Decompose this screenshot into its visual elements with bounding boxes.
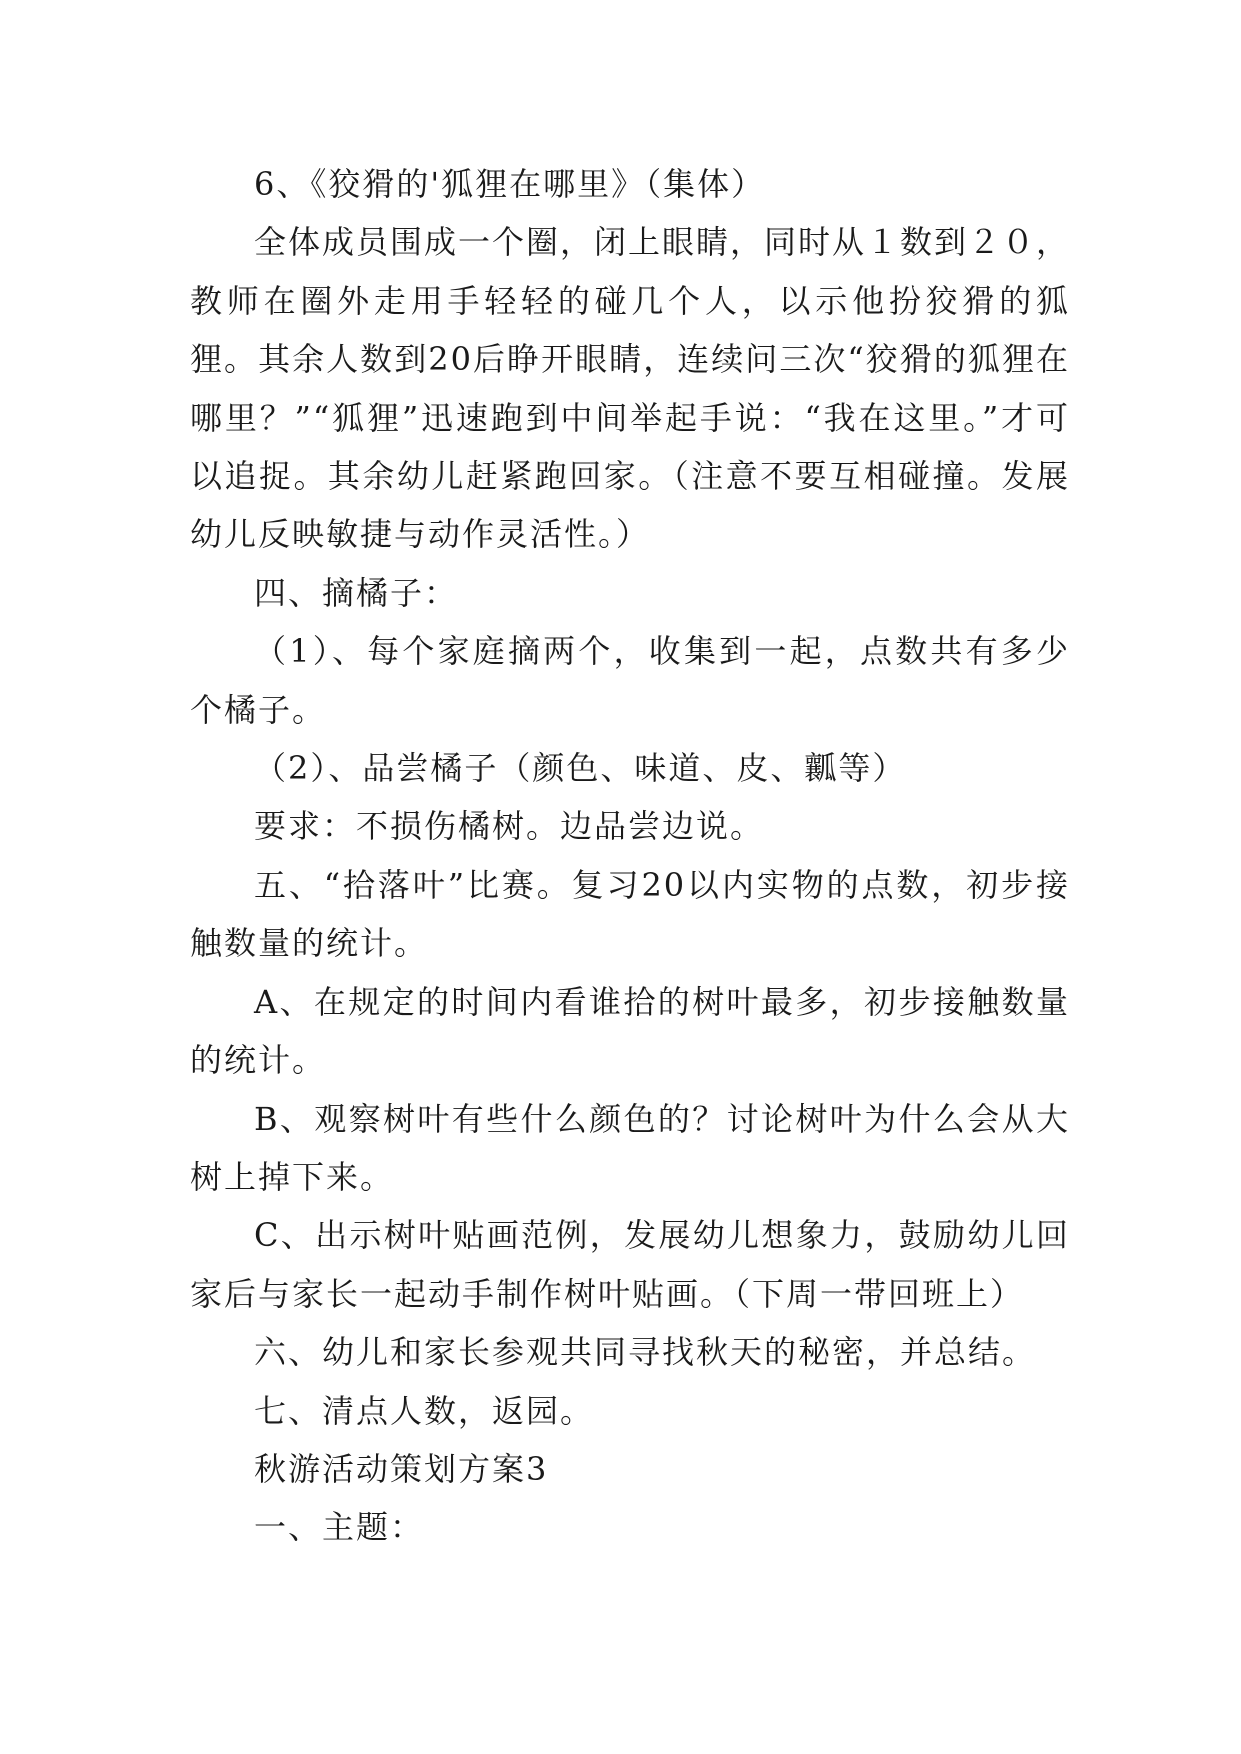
list-item-oranges-1: （1）、每个家庭摘两个，收集到一起，点数共有多少个橘子。 — [190, 632, 1070, 729]
paragraph-requirement: 要求：不损伤橘树。边品尝边说。 — [254, 807, 765, 846]
paragraph-fox-game-rules: 全体成员围成一个圈，闭上眼睛，同时从１数到２０，教师在圈外走用手轻轻的碰几个人，以示他扮狡猾的狐狸。其余人数到20后睁开眼睛，连续问三次“狡猾的狐狸在哪里？”“狐狸”迅速跑到中间举起手说：“我在这里。”才可以追捉。其余幼儿赶紧跑回家。（注意不要互相碰撞。发展幼儿反映敏捷与动作灵活性。） — [190, 223, 1071, 554]
document-body — [190, 155, 1070, 1557]
list-item-leaf-a: A、在规定的时间内看谁拾的树叶最多，初步接触数量的统计。 — [190, 982, 1070, 1080]
section-heading-visit: 六、幼儿和家长参观共同寻找秋天的秘密，并总结。 — [254, 1333, 1037, 1372]
list-item-leaf-b: B、观察树叶有些什么颜色的？讨论树叶为什么会从大树上掉下来。 — [190, 1099, 1070, 1196]
section-heading-leaf-contest: 五、“拾落叶”比赛。复习20以内实物的点数，初步接触数量的统计。 — [190, 865, 1070, 963]
list-item-leaf-c: C、出示树叶贴画范例，发展幼儿想象力，鼓励幼儿回家后与家长一起动手制作树叶贴画。（下周一带回班上） — [190, 1216, 1070, 1313]
section-heading-pick-oranges: 四、摘橘子： — [254, 573, 459, 612]
list-item-oranges-2: （2）、品尝橘子（颜色、味道、皮、瓤等） — [254, 749, 907, 788]
plan-title-3: 秋游活动策划方案3 — [254, 1449, 549, 1488]
section-heading-fox-game: 6、《狡猾的'狐狸在哪里》（集体） — [254, 165, 766, 203]
section-heading-theme: 一、主题： — [254, 1508, 425, 1547]
section-heading-return: 七、清点人数，返园。 — [254, 1391, 595, 1430]
